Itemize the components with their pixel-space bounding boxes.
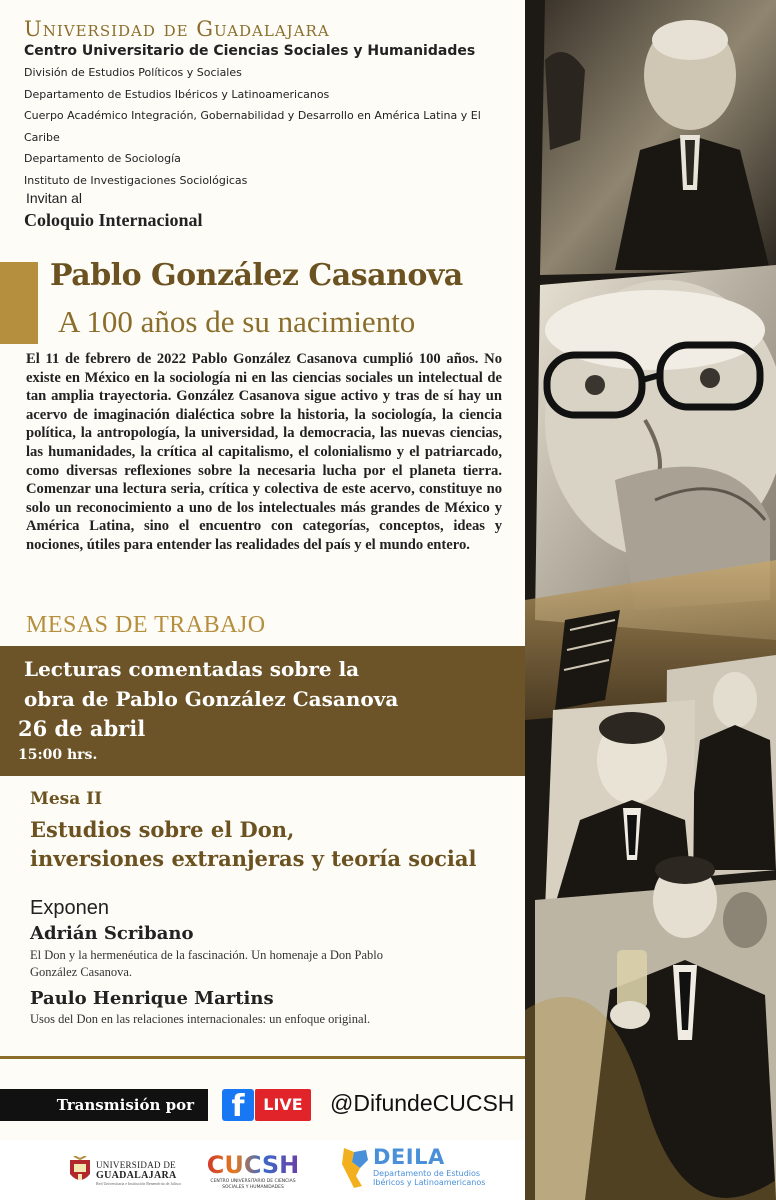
event-time: 15:00 hrs. xyxy=(18,747,98,763)
photo-collage xyxy=(525,0,776,1200)
event-type: Coloquio Internacional xyxy=(24,210,203,230)
department-item: Departamento de Sociología xyxy=(24,152,181,165)
mesa-label: Mesa II xyxy=(30,789,103,809)
deila-wordmark: DEILA xyxy=(373,1145,445,1169)
header xyxy=(24,16,514,191)
university-name: Universidad de Guadalajara xyxy=(24,17,330,41)
cucsh-logo xyxy=(206,1151,300,1191)
event-subtitle: A 100 años de su nacimiento xyxy=(58,304,416,339)
mesa-title xyxy=(30,815,476,873)
photo-collage-art xyxy=(525,0,776,1200)
speaker-name: Adrián Scribano xyxy=(30,923,194,944)
exponen-label: Exponen xyxy=(30,897,109,919)
description-paragraph: El 11 de febrero de 2022 Pablo González Casanova cumplió 100 años. No existe en México en la sociología ni en las ciencias sociales un intelectual de tan amplia trayectoria. González Casanova sigue activo y tras de sí hay un acervo de imaginación dialéctica sobre la historia, la sociología, la ciencia política, la antropología, la universidad, la democracia, las nuevas ciencias, las humanidades, la crítica al capitalismo, el colonialismo y el patriarcado, como diversas reflexiones sobre la necesaria lucha por el planeta tierra. Comenzar una lectura seria, crítica y colectiva de este acervo, constituye no solo un reconocimiento a uno de los intelectuales más grandes de México y América Latina, sino el encuentro con categorías, conceptos, ideas y nociones, útiles para entender las realidades del país y el mundo entero. xyxy=(26,351,502,553)
series-title-line2: obra de Pablo González Casanova xyxy=(24,687,399,711)
live-badge[interactable]: LIVE xyxy=(255,1089,311,1121)
udg-line3: Red Universitaria e Institución Benemérita de Jalisco xyxy=(96,1181,182,1186)
social-handle[interactable]: @DifundeCUCSH xyxy=(330,1090,515,1116)
department-item: Departamento de Estudios Ibéricos y Latinoamericanos xyxy=(24,87,330,101)
mesa-title-line2: inversiones extranjeras y teoría social xyxy=(30,846,477,871)
series-title-line1: Lecturas comentadas sobre la xyxy=(24,657,360,681)
broadcast-label: Transmisión por xyxy=(0,1089,208,1121)
invitan-label: Invitan al xyxy=(26,190,83,206)
divider xyxy=(0,1056,525,1059)
udg-line2: GUADALAJARA xyxy=(96,1170,177,1181)
udg-logo-text xyxy=(96,1160,181,1186)
cucsh-subtitle: CENTRO UNIVERSITARIO DE CIENCIAS SOCIALES Y HUMANIDADES xyxy=(210,1179,296,1190)
accent-bar xyxy=(0,262,38,344)
event-date: 26 de abril xyxy=(18,716,146,741)
honoree-name: Pablo González Casanova xyxy=(50,258,463,293)
department-item: División de Estudios Políticos y Sociales xyxy=(24,66,242,79)
facebook-icon[interactable]: f xyxy=(222,1089,254,1121)
department-item: Instituto de Investigaciones Sociológicas xyxy=(24,173,248,187)
deila-logo xyxy=(373,1145,485,1187)
series-title xyxy=(24,654,398,714)
speaker-talk: Usos del Don en las relaciones internacionales: un enfoque original. xyxy=(30,1012,371,1026)
udg-line1: UNIVERSIDAD DE xyxy=(96,1160,176,1170)
cucsh-wordmark xyxy=(206,1151,300,1179)
center-name: Centro Universitario de Ciencias Sociales y Humanidades xyxy=(24,43,476,59)
speaker-talk: El Don y la hermenéutica de la fascinación. Un homenaje a Don Pablo González Casanova. xyxy=(30,948,384,979)
speaker-name: Paulo Henrique Martins xyxy=(30,988,274,1009)
department-item: Cuerpo Académico Integración, Gobernabilidad y Desarrollo en América Latina y El Caribe xyxy=(24,109,481,144)
mesas-heading: MESAS DE TRABAJO xyxy=(26,612,266,638)
cucsh-letters: CUCSH xyxy=(206,1151,300,1179)
departments-list xyxy=(24,62,514,191)
mesa-title-line1: Estudios sobre el Don, xyxy=(30,817,295,842)
deila-map-icon xyxy=(340,1146,372,1190)
deila-sub2: Ibéricos y Latinoamericanos xyxy=(373,1178,486,1187)
udg-crest-icon xyxy=(68,1156,92,1186)
deila-sub1: Departamento de Estudios xyxy=(373,1169,481,1178)
